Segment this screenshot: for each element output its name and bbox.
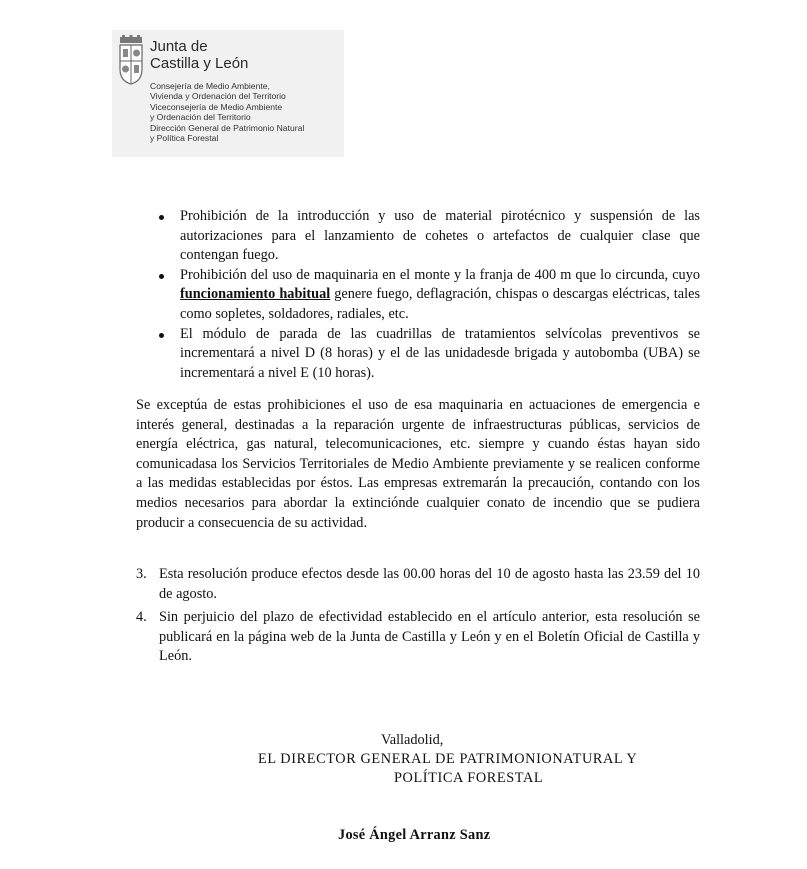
letterhead-line: y Política Forestal: [150, 133, 219, 144]
bullet-icon: [159, 215, 164, 220]
article-number: 3.: [136, 566, 147, 582]
letterhead-line: Vivienda y Ordenación del Territorio: [150, 91, 286, 102]
exception-paragraph: Se exceptúa de estas prohibiciones el uso de esa maquinaria en actuaciones de emergencia e interés general, destinadas a la reparación urgente de infraestructuras públicas, servicios de energía eléctrica, gas natural, telecomunicaciones, etc. siempre y cuando éstas hayan sido comunicadasa los Servicios Territoriales de Medio Ambiente previamente y se realicen conforme a las medidas establecidas por éstos. Las empresas extremarán la precaución, contando con los medios necesarios para abordar la extinciónde cualquier conato de incendio que se pudiera producir a consecuencia de su actividad.: [136, 397, 700, 531]
bullet-icon: [159, 274, 164, 279]
letterhead: [112, 30, 344, 157]
article-3: [136, 565, 700, 604]
article-4: [136, 608, 700, 667]
letterhead-department: [150, 81, 304, 143]
letterhead-title-line2: Castilla y León: [150, 55, 249, 72]
signature-city: Valladolid,: [381, 732, 444, 748]
list-item: [180, 266, 700, 325]
bullet-icon: [159, 333, 164, 338]
list-item-text: [180, 266, 700, 325]
signatory-name: José Ángel Arranz Sanz: [338, 827, 491, 843]
list-item-text-after: genere fuego, deflagración, chispas o descargas eléctricas, tales como sopletes, soldadores, radiales, etc.: [180, 286, 701, 322]
letterhead-line: Dirección General de Patrimonio Natural: [150, 122, 305, 133]
letterhead-line: Consejería de Medio Ambiente,: [150, 81, 270, 91]
letterhead-line: Viceconsejería de Medio Ambiente: [150, 101, 283, 112]
list-item: [180, 207, 700, 266]
signature-role-line1: EL DIRECTOR GENERAL DE PATRIMONIONATURAL Y: [258, 751, 638, 767]
list-item-text-before: Prohibición del uso de maquinaria en el monte y la franja de 400 m que lo circunda, cuyo: [180, 266, 700, 283]
article-text: Sin perjuicio del plazo de efectividad establecido en el artículo anterior, esta resolución se publicará en la página web de la Junta de Castilla y León y en el Boletín Oficial de Castilla y León.: [159, 609, 700, 665]
letterhead-line: y Ordenación del Territorio: [150, 112, 251, 123]
coat-of-arms-logo: [118, 35, 144, 85]
signature-role-line2: POLÍTICA FORESTAL: [394, 770, 544, 786]
letterhead-title-line1: Junta de: [150, 38, 208, 55]
prohibitions-list: [180, 207, 700, 383]
article-number: 4.: [136, 609, 147, 625]
list-item-text: El módulo de parada de las cuadrillas de tratamientos selvícolas preventivos se incrementará a nivel D (8 horas) y el de las unidadesde brigada y autobomba (UBA) se incrementará a nivel E (10 horas).: [180, 325, 700, 381]
list-item: [180, 325, 700, 384]
letterhead-title: [150, 38, 248, 72]
emphasis-text: funcionamiento habitual: [180, 286, 331, 303]
article-text: Esta resolución produce efectos desde las 00.00 horas del 10 de agosto hasta las 23.59 del 10 de agosto.: [159, 566, 700, 602]
list-item-text: Prohibición de la introducción y uso de material pirotécnico y suspensión de las autorizaciones para el lanzamiento de cohetes o artefactos de cualquier clase que contengan fuego.: [180, 208, 700, 264]
